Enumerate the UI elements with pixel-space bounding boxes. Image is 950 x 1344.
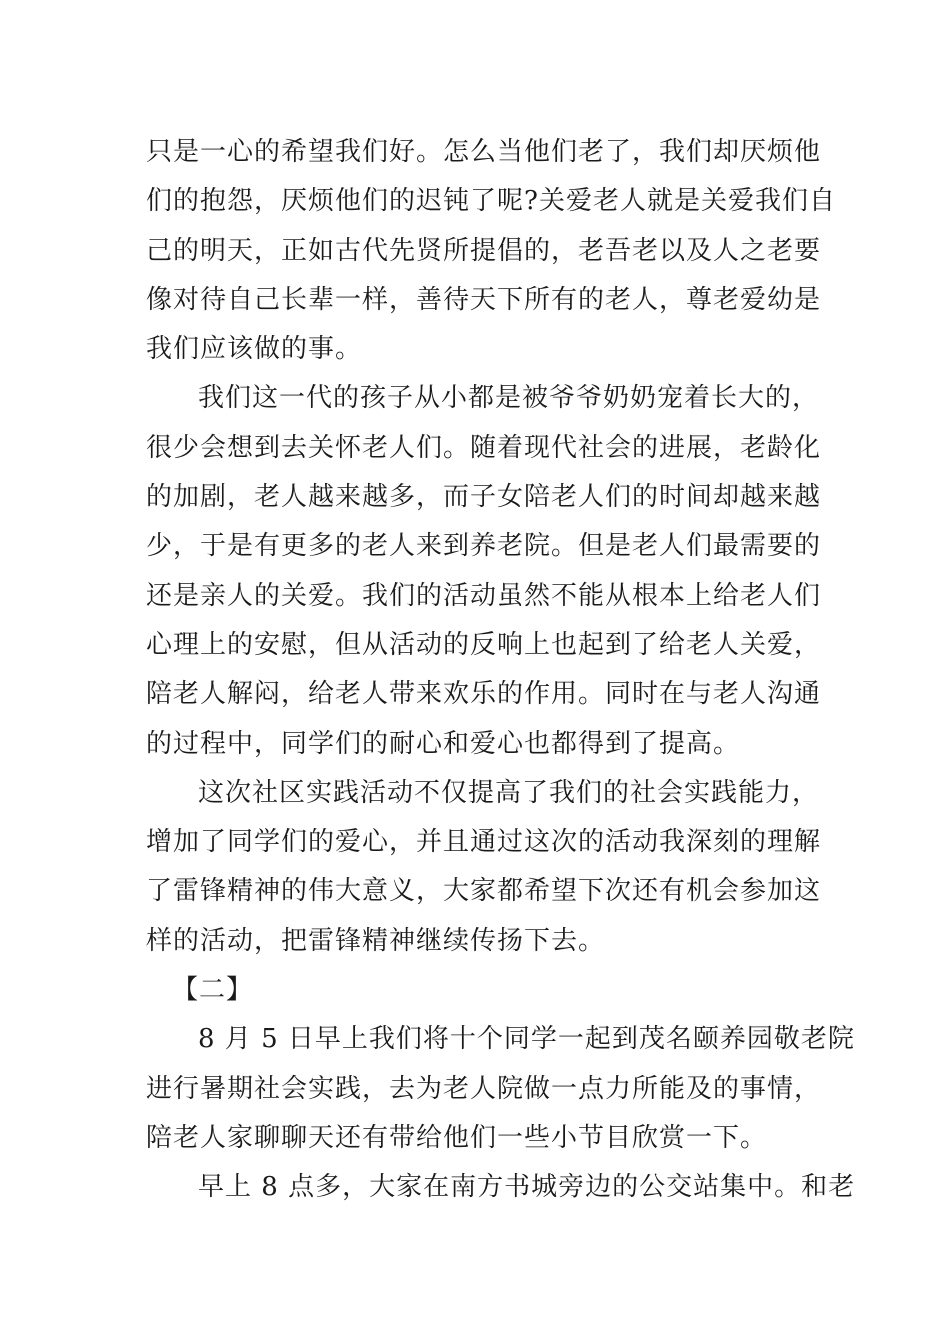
- text-line: 增加了同学们的爱心，并且通过这次的活动我深刻的理解: [146, 827, 822, 858]
- text-line: 很少会想到去关怀老人们。随着现代社会的进展，老龄化: [146, 432, 822, 463]
- text-line: 了雷锋精神的伟大意义，大家都希望下次还有机会参加这: [146, 876, 822, 907]
- text-line: 的加剧，老人越来越多，而子女陪老人们的时间却越来越: [146, 482, 822, 513]
- text-line: 们的抱怨，厌烦他们的迟钝了呢?关爱老人就是关爱我们自: [146, 186, 836, 217]
- text-line: 像对待自己长辈一样，善待天下所有的老人，尊老爱幼是: [146, 284, 822, 315]
- text-line: 只是一心的希望我们好。怎么当他们老了，我们却厌烦他: [146, 137, 822, 167]
- text-line: 还是亲人的关爱。我们的活动虽然不能从根本上给老人们: [146, 580, 822, 611]
- text-line: 早上 8 点多，大家在南方书城旁边的公交站集中。和老: [198, 1172, 856, 1203]
- text-line: 的过程中，同学们的耐心和爱心也都得到了提高。: [146, 728, 741, 759]
- text-line: 这次社区实践活动不仅提高了我们的社会实践能力，: [198, 777, 820, 808]
- text-line: 少，于是有更多的老人来到养老院。但是老人们最需要的: [146, 531, 822, 562]
- text-line: 陪老人家聊聊天还有带给他们一些小节目欣赏一下。: [146, 1122, 768, 1153]
- text-line: 心理上的安慰，但从活动的反响上也起到了给老人关爱，: [146, 629, 822, 660]
- text-line: 我们应该做的事。: [146, 334, 363, 365]
- text-line: 己的明天，正如古代先贤所提倡的，老吾老以及人之老要: [146, 235, 822, 266]
- text-line: 8 月 5 日早上我们将十个同学一起到茂名颐养园敬老院: [198, 1024, 855, 1055]
- section-heading: 【二】: [172, 975, 254, 1006]
- text-line: 样的活动，把雷锋精神继续传扬下去。: [146, 925, 606, 956]
- document-body: [146, 128, 856, 1213]
- text-line: 进行暑期社会实践，去为老人院做一点力所能及的事情，: [146, 1073, 822, 1104]
- text-line: 陪老人解闷，给老人带来欢乐的作用。同时在与老人沟通: [146, 679, 822, 710]
- text-line: 我们这一代的孩子从小都是被爷爷奶奶宠着长大的，: [198, 383, 820, 414]
